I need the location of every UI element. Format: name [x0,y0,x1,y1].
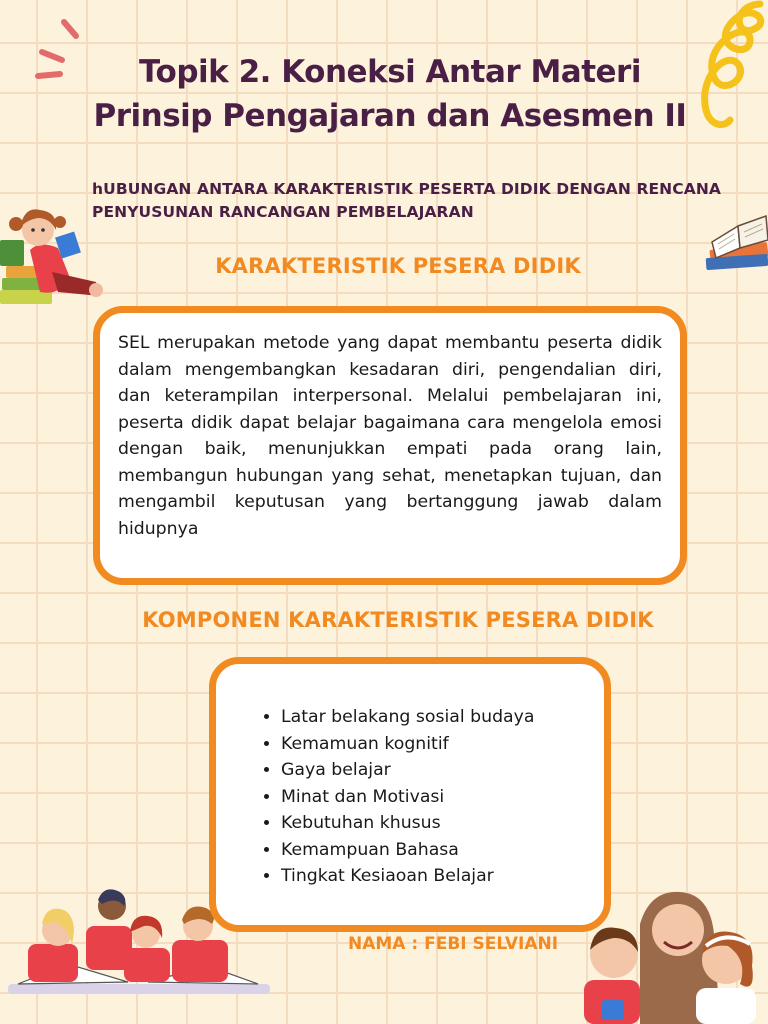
description-card [93,306,687,585]
title-line-1: Topik 2. Koneksi Antar Materi [139,54,641,90]
list-item: • Gaya belajar [281,757,584,784]
subtitle-line-1: hUBUNGAN ANTARA KARAKTERISTIK PESERTA DIDIK DENGAN RENCANA [92,180,721,198]
list-item: • Minat dan Motivasi [281,784,584,811]
components-card [209,657,611,932]
list-item: • Latar belakang sosial budaya [281,704,584,731]
author-name: NAMA : FEBI SELVIANI [348,934,559,954]
section-heading-komponen: KOMPONEN KARAKTERISTIK PESERA DIDIK [142,608,654,632]
subtitle-line-2: PENYUSUNAN RANCANGAN PEMBELAJARAN [92,203,474,221]
page-subtitle [92,178,721,224]
title-line-2: Prinsip Pengajaran dan Asesmen II [93,98,687,134]
list-item: • Tingkat Kesiaoan Belajar [281,863,584,890]
components-list [246,704,584,890]
list-item: • Kemampuan Bahasa [281,837,584,864]
list-item: • Kemamuan kognitif [281,731,584,758]
description-text: SEL merupakan metode yang dapat membantu peserta didik dalam mengembangkan kesadaran diri, pengendalian diri, dan keterampilan interpersonal. Melalui pembelajaran ini, peserta didik dapat belajar bagaimana cara mengelola emosi dengan baik, menunjukkan empati pada orang lain, membangun hubungan yang sehat, menetapkan tujuan, dan mengambil keputusan yang bertanggung jawab dalam hidupnya [118,333,662,539]
section-heading-karakteristik: KARAKTERISTIK PESERA DIDIK [215,254,581,278]
page-title [60,50,720,138]
list-item: • Kebutuhan khusus [281,810,584,837]
